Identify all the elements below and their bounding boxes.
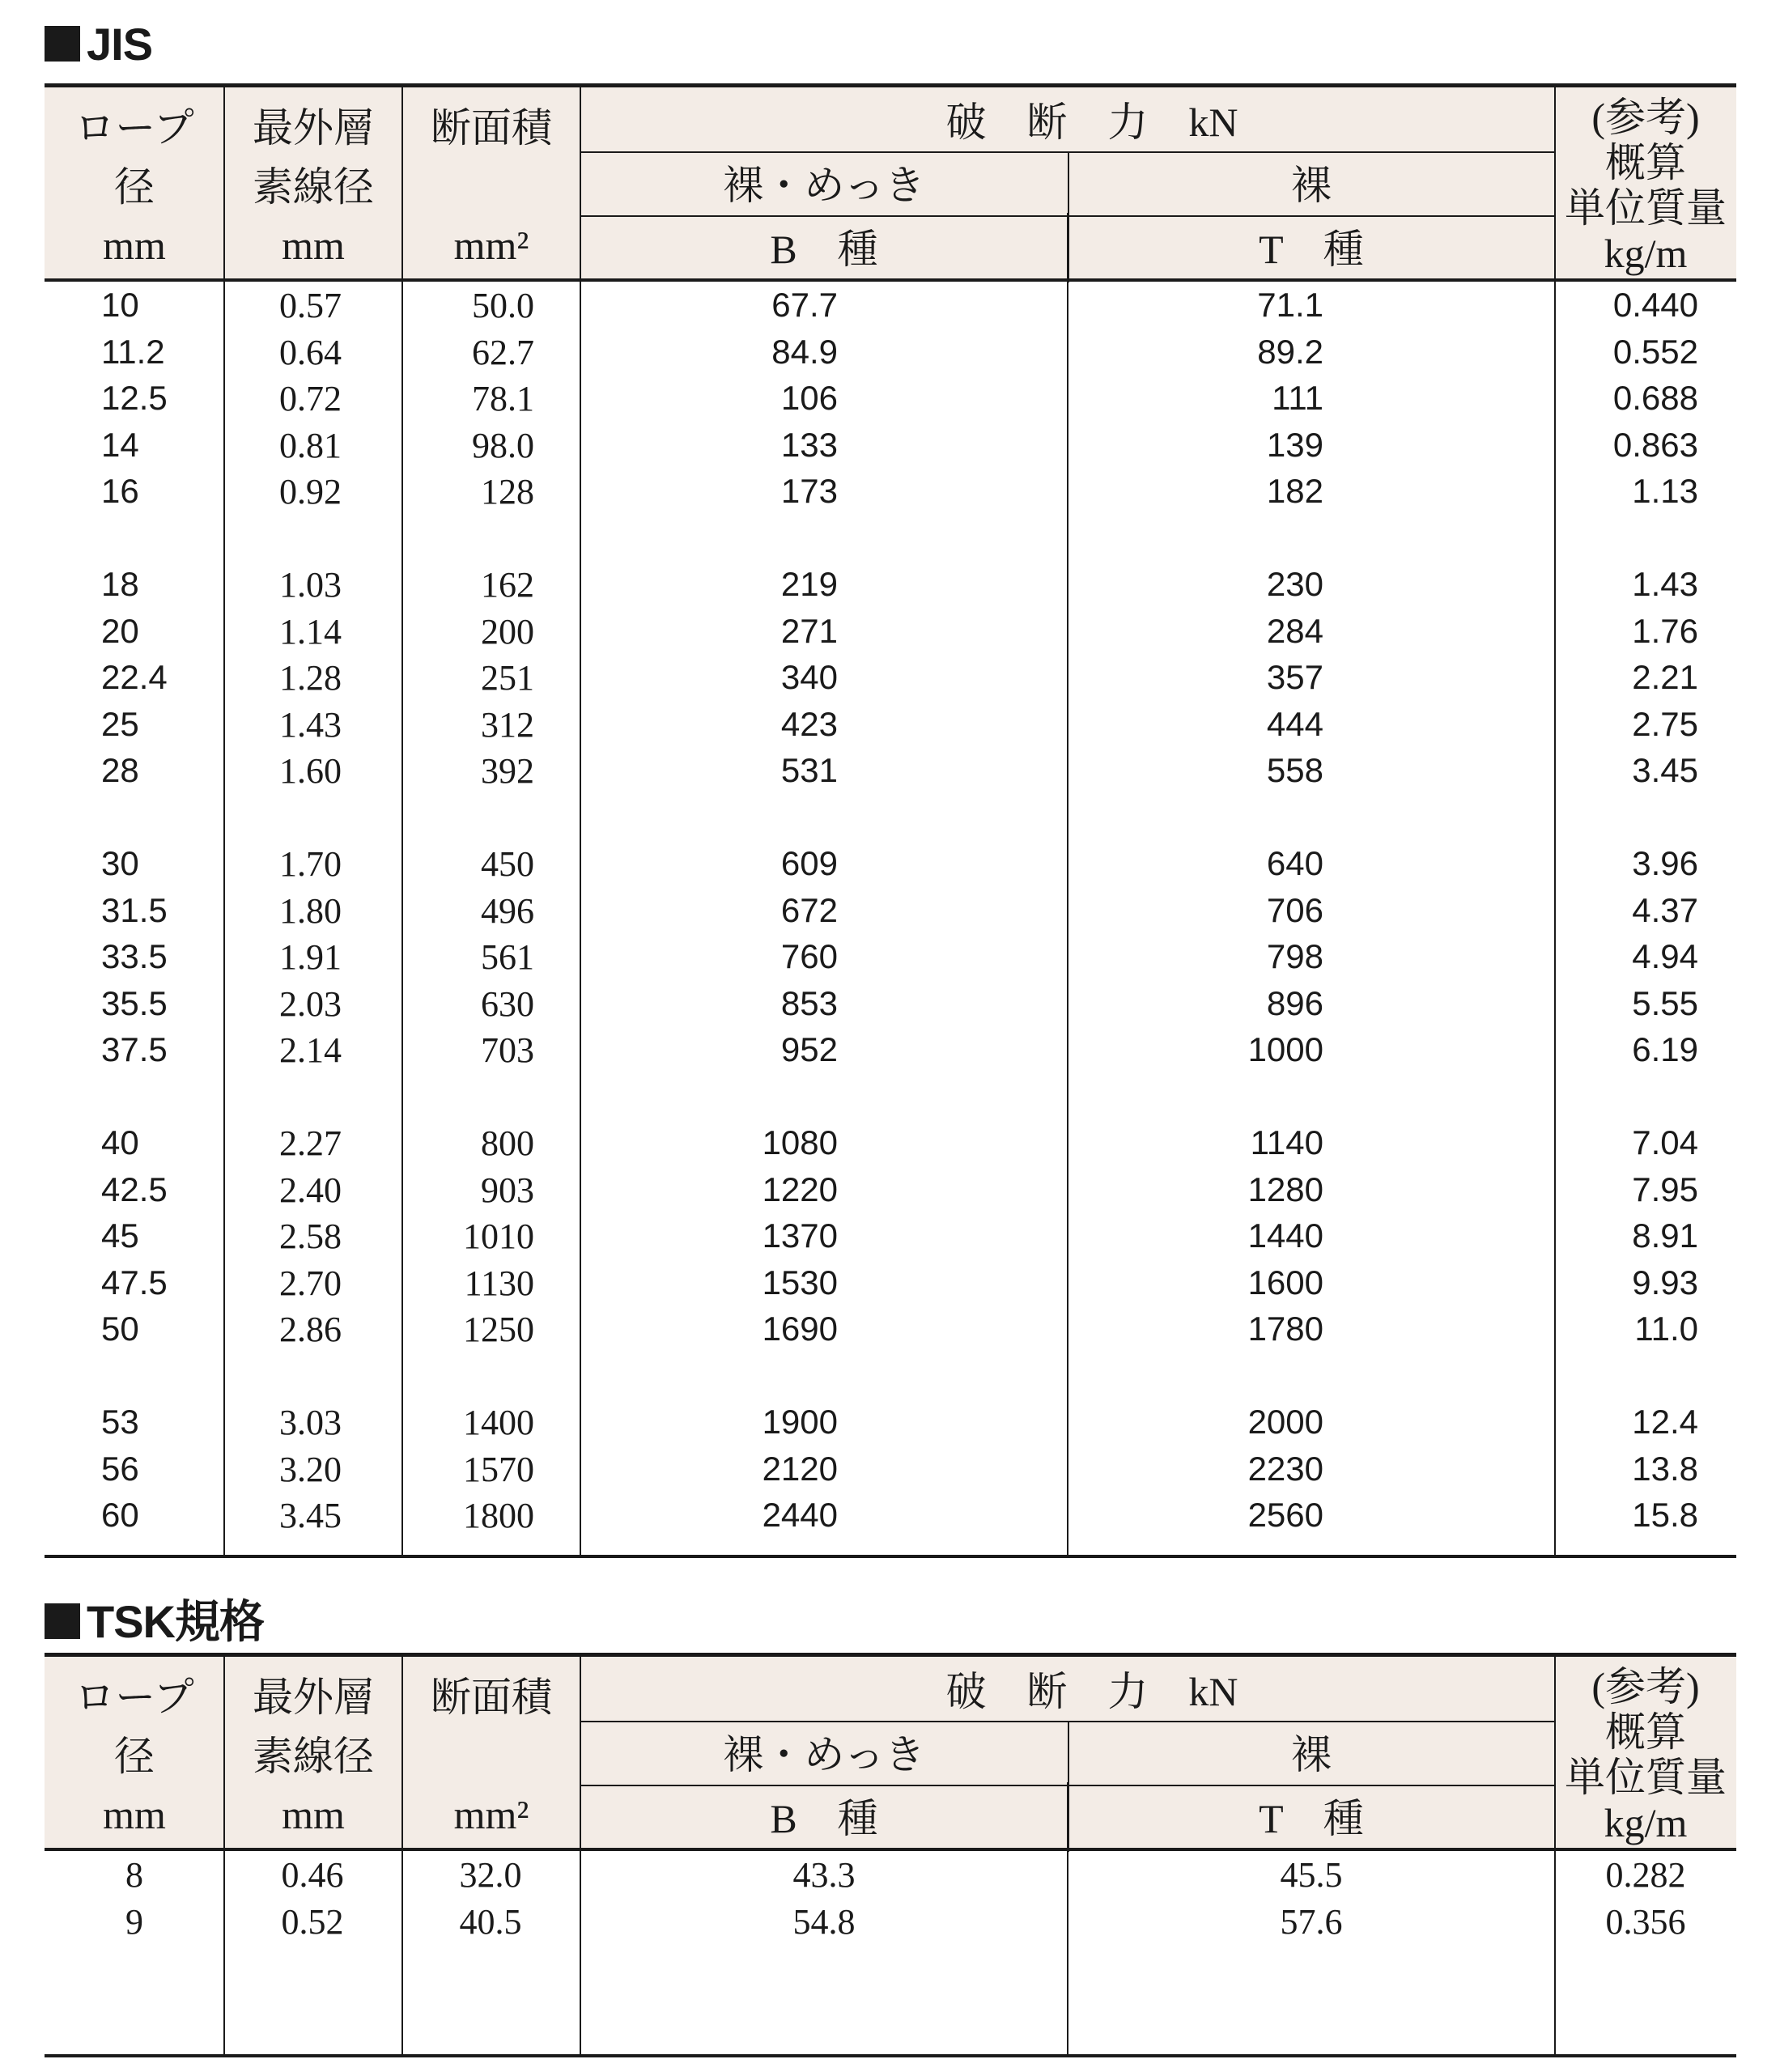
- table-cell: 450: [481, 844, 534, 884]
- table-cell: 162: [481, 565, 534, 605]
- table-cell: 7.04: [1632, 1123, 1698, 1161]
- table-cell: 57.6: [1280, 1902, 1343, 1942]
- table-cell: 1690: [762, 1310, 838, 1348]
- table-cell: 2.75: [1632, 704, 1698, 743]
- table-cell: 952: [780, 1030, 838, 1068]
- column-divider: [401, 83, 403, 1555]
- table-cell: 3.45: [1632, 751, 1698, 789]
- header-mass-ref: (参考): [1591, 1664, 1700, 1709]
- table-cell: 56: [101, 1449, 139, 1488]
- table-cell: 444: [1266, 704, 1323, 743]
- table-cell: 1.28: [279, 658, 342, 698]
- table-cell: 11.0: [1634, 1310, 1698, 1348]
- table-cell: 531: [780, 751, 838, 789]
- table-cell: 0.282: [1605, 1855, 1686, 1895]
- table-cell: 2.58: [279, 1216, 342, 1256]
- table-cell: 1.60: [279, 751, 342, 791]
- table-cell: 1010: [463, 1216, 534, 1256]
- column-divider: [580, 83, 581, 1555]
- section-title-tsk: TSK規格: [45, 1586, 264, 1651]
- table-cell: 18: [101, 565, 139, 603]
- table-cell: 0.72: [279, 379, 342, 418]
- table-cell: 1000: [1247, 1030, 1323, 1068]
- table-cell: 0.81: [279, 425, 342, 465]
- table-cell: 40.5: [459, 1902, 522, 1942]
- table-cell: 12.5: [101, 379, 168, 417]
- table-cell: 2.03: [279, 983, 342, 1024]
- table-cell: 2.14: [279, 1030, 342, 1070]
- header-area-unit: mm²: [453, 223, 529, 268]
- table-cell: 672: [780, 890, 838, 929]
- table-cell: 1.80: [279, 890, 342, 931]
- header-rope-label: ロープ: [74, 105, 194, 151]
- table-cell: 3.96: [1632, 844, 1698, 882]
- table-cell: 1220: [762, 1170, 838, 1208]
- table-cell: 78.1: [472, 379, 534, 418]
- table-cell: 43.3: [792, 1855, 856, 1895]
- table-cell: 16: [101, 472, 139, 510]
- table-cell: 4.94: [1632, 937, 1698, 975]
- table-cell: 14: [101, 425, 139, 464]
- table-cell: 9: [125, 1902, 143, 1942]
- table-cell: 0.688: [1612, 379, 1698, 417]
- table-cell: 173: [780, 472, 838, 510]
- table-cell: 340: [780, 658, 838, 696]
- table-cell: 392: [481, 751, 534, 791]
- table-cell: 1.43: [279, 704, 342, 745]
- table-cell: 2.21: [1632, 658, 1698, 696]
- column-divider: [1554, 83, 1556, 1555]
- table-cell: 230: [1266, 565, 1323, 603]
- table-cell: 182: [1266, 472, 1323, 510]
- header-mass-label: 概算: [1605, 1709, 1686, 1755]
- header-area-label: 断面積: [431, 1675, 552, 1720]
- table-cell: 1080: [762, 1123, 838, 1161]
- header-wire-label: 最外層: [253, 105, 374, 151]
- table-cell: 706: [1266, 890, 1323, 929]
- table-cell: 9.93: [1632, 1263, 1698, 1301]
- table-cell: 760: [780, 937, 838, 975]
- square-bullet-icon: [45, 1603, 80, 1639]
- table-cell: 71.1: [1257, 286, 1323, 324]
- table-cell: 13.8: [1632, 1449, 1698, 1488]
- table-cell: 3.03: [279, 1403, 342, 1442]
- header-rope-label: ロープ: [74, 1675, 194, 1720]
- table-cell: 45.5: [1280, 1855, 1343, 1895]
- square-bullet-icon: [45, 26, 80, 62]
- table-cell: 251: [481, 658, 534, 698]
- table-cell: 0.57: [279, 286, 342, 325]
- table-cell: 33.5: [101, 937, 168, 975]
- header-rope-unit: mm: [103, 223, 166, 268]
- section-title-jis: JIS: [45, 18, 152, 70]
- table-cell: 22.4: [101, 658, 168, 696]
- table-cell: 219: [780, 565, 838, 603]
- header-t-grade: T 種: [1259, 227, 1364, 272]
- header-mass-label-2: 単位質量: [1565, 185, 1727, 231]
- table-cell: 98.0: [472, 425, 534, 465]
- table-cell: 1.13: [1632, 472, 1698, 510]
- table-cell: 8.91: [1632, 1216, 1698, 1255]
- column-divider: [1067, 1782, 1068, 2054]
- table-cell: 800: [481, 1123, 534, 1163]
- table-cell: 1530: [762, 1263, 838, 1301]
- table-cell: 312: [481, 704, 534, 745]
- table-cell: 32.0: [459, 1855, 522, 1895]
- header-b-grade: B 種: [770, 227, 878, 272]
- table-cell: 4.37: [1632, 890, 1698, 929]
- table-header: [45, 1653, 1736, 1851]
- table-cell: 1.43: [1632, 565, 1698, 603]
- table-cell: 1.76: [1632, 611, 1698, 650]
- table-header: [45, 83, 1736, 282]
- table-cell: 2230: [1247, 1449, 1323, 1488]
- table-cell: 558: [1266, 751, 1323, 789]
- table-cell: 40: [101, 1123, 139, 1161]
- header-mass-label-2: 単位質量: [1565, 1755, 1727, 1800]
- table-cell: 1.91: [279, 937, 342, 977]
- header-rope-unit: mm: [103, 1792, 166, 1837]
- header-mass-unit: kg/m: [1604, 231, 1688, 276]
- table-cell: 133: [780, 425, 838, 464]
- header-breaking-force: 破 断 力 kN: [945, 100, 1238, 145]
- table-cell: 1600: [1247, 1263, 1323, 1301]
- table-cell: 1780: [1247, 1310, 1323, 1348]
- table-cell: 54.8: [792, 1902, 856, 1942]
- table-cell: 106: [780, 379, 838, 417]
- table-cell: 2.27: [279, 1123, 342, 1163]
- header-mass-unit: kg/m: [1604, 1800, 1688, 1845]
- jis-table: [45, 83, 1736, 1558]
- table-cell: 1370: [762, 1216, 838, 1255]
- header-wire-label-2: 素線径: [253, 1734, 374, 1779]
- header-wire-unit: mm: [282, 223, 345, 268]
- table-cell: 11.2: [101, 332, 165, 371]
- header-rope-label-2: 径: [114, 1734, 155, 1779]
- table-cell: 1800: [463, 1496, 534, 1535]
- table-cell: 1140: [1250, 1123, 1323, 1161]
- table-cell: 128: [481, 472, 534, 512]
- table-cell: 25: [101, 704, 139, 743]
- table-cell: 28: [101, 751, 139, 789]
- table-cell: 60: [101, 1496, 139, 1534]
- table-cell: 45: [101, 1216, 139, 1255]
- table-cell: 2.70: [279, 1263, 342, 1303]
- header-bare-plated: 裸・めっき: [723, 1732, 925, 1777]
- table-cell: 1250: [463, 1310, 534, 1349]
- table-cell: 609: [780, 844, 838, 882]
- table-cell: 1570: [463, 1449, 534, 1489]
- header-wire-label-2: 素線径: [253, 164, 374, 210]
- table-cell: 111: [1272, 379, 1323, 417]
- table-cell: 630: [481, 983, 534, 1024]
- table-cell: 7.95: [1632, 1170, 1698, 1208]
- table-cell: 2000: [1247, 1403, 1323, 1441]
- table-cell: 1.14: [279, 611, 342, 652]
- header-bare-plated: 裸・めっき: [723, 163, 925, 208]
- table-cell: 5.55: [1632, 983, 1698, 1022]
- table-cell: 6.19: [1632, 1030, 1698, 1068]
- tsk-table: [45, 1653, 1736, 2057]
- header-t-grade: T 種: [1259, 1796, 1364, 1841]
- column-divider: [223, 1653, 225, 2054]
- table-cell: 3.45: [279, 1496, 342, 1535]
- table-cell: 561: [481, 937, 534, 977]
- table-cell: 8: [125, 1855, 143, 1895]
- table-cell: 1280: [1247, 1170, 1323, 1208]
- column-divider: [1067, 213, 1068, 1555]
- table-cell: 12.4: [1632, 1403, 1698, 1441]
- table-cell: 35.5: [101, 983, 168, 1022]
- table-cell: 50.0: [472, 286, 534, 325]
- table-cell: 798: [1266, 937, 1323, 975]
- header-breaking-force: 破 断 力 kN: [945, 1669, 1238, 1714]
- header-bare: 裸: [1291, 1732, 1332, 1777]
- table-cell: 0.863: [1612, 425, 1698, 464]
- table-cell: 903: [481, 1170, 534, 1210]
- table-cell: 30: [101, 844, 139, 882]
- table-cell: 15.8: [1632, 1496, 1698, 1534]
- table-cell: 0.92: [279, 472, 342, 512]
- table-cell: 423: [780, 704, 838, 743]
- header-wire-unit: mm: [282, 1792, 345, 1837]
- table-cell: 31.5: [101, 890, 168, 929]
- header-mass-ref: (参考): [1591, 95, 1700, 140]
- header-rope-label-2: 径: [114, 164, 155, 210]
- header-wire-label: 最外層: [253, 1675, 374, 1720]
- table-cell: 2.40: [279, 1170, 342, 1210]
- column-divider: [1554, 1653, 1556, 2054]
- table-cell: 2440: [762, 1496, 838, 1534]
- table-cell: 640: [1266, 844, 1323, 882]
- table-cell: 53: [101, 1403, 139, 1441]
- table-cell: 89.2: [1257, 332, 1323, 371]
- table-cell: 20: [101, 611, 139, 650]
- table-cell: 200: [481, 611, 534, 652]
- table-cell: 1400: [463, 1403, 534, 1442]
- table-cell: 284: [1266, 611, 1323, 650]
- table-cell: 2.86: [279, 1310, 342, 1349]
- header-bare: 裸: [1291, 163, 1332, 208]
- table-cell: 0.64: [279, 332, 342, 372]
- table-cell: 3.20: [279, 1449, 342, 1489]
- table-cell: 2120: [762, 1449, 838, 1488]
- table-cell: 1440: [1247, 1216, 1323, 1255]
- table-cell: 0.356: [1605, 1902, 1686, 1942]
- table-cell: 50: [101, 1310, 139, 1348]
- table-cell: 853: [780, 983, 838, 1022]
- table-cell: 62.7: [472, 332, 534, 372]
- table-cell: 84.9: [771, 332, 838, 371]
- column-divider: [401, 1653, 403, 2054]
- table-cell: 42.5: [101, 1170, 168, 1208]
- table-cell: 37.5: [101, 1030, 168, 1068]
- table-bottom-rule: [45, 1555, 1736, 1558]
- table-cell: 0.552: [1612, 332, 1698, 371]
- table-cell: 703: [481, 1030, 534, 1070]
- table-cell: 1900: [762, 1403, 838, 1441]
- table-cell: 2560: [1247, 1496, 1323, 1534]
- header-b-grade: B 種: [770, 1796, 878, 1841]
- table-cell: 496: [481, 890, 534, 931]
- table-cell: 1130: [464, 1263, 534, 1303]
- table-cell: 1.03: [279, 565, 342, 605]
- table-cell: 67.7: [771, 286, 838, 324]
- table-bottom-rule: [45, 2054, 1736, 2057]
- table-cell: 357: [1266, 658, 1323, 696]
- table-cell: 1.70: [279, 844, 342, 884]
- table-cell: 271: [780, 611, 838, 650]
- header-mass-label: 概算: [1605, 140, 1686, 185]
- table-cell: 47.5: [101, 1263, 168, 1301]
- table-cell: 139: [1266, 425, 1323, 464]
- header-area-unit: mm²: [453, 1792, 529, 1837]
- column-divider: [580, 1653, 581, 2054]
- header-area-label: 断面積: [431, 105, 552, 151]
- table-cell: 0.52: [281, 1902, 344, 1942]
- table-cell: 0.440: [1612, 286, 1698, 324]
- column-divider: [223, 83, 225, 1555]
- table-cell: 896: [1266, 983, 1323, 1022]
- table-cell: 10: [101, 286, 139, 324]
- table-cell: 0.46: [281, 1855, 344, 1895]
